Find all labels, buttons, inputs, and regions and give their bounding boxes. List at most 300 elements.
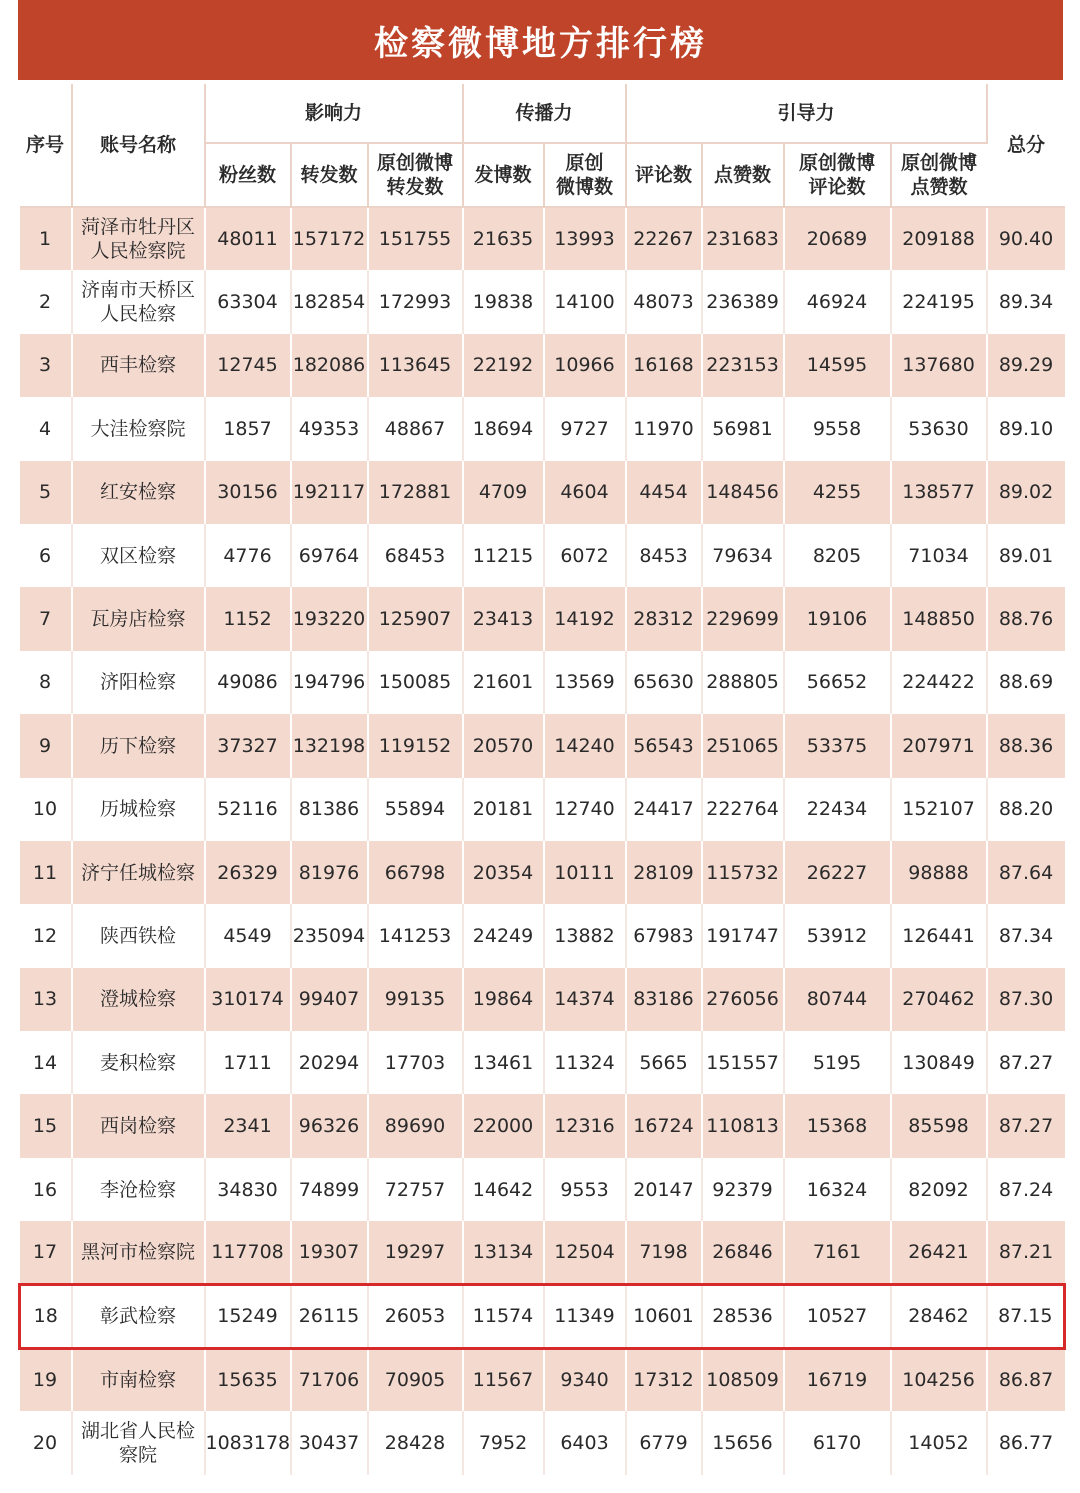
cell-total: 88.76	[987, 587, 1065, 650]
account-name-line: 红安检察	[99, 481, 176, 504]
header-fans: 粉丝数	[205, 143, 291, 207]
account-name-line: 麦积检察	[99, 1051, 176, 1074]
cell-comments: 48073	[626, 270, 702, 333]
cell-orig-likes: 82092	[891, 1158, 987, 1221]
table-row	[20, 1158, 1065, 1221]
cell-fans: 310174	[205, 968, 291, 1031]
cell-comments: 83186	[626, 968, 702, 1031]
cell-rank: 18	[20, 1285, 72, 1348]
cell-reposts: 81386	[291, 778, 368, 841]
table-row	[20, 1031, 1065, 1094]
cell-comments: 16724	[626, 1094, 702, 1157]
cell-likes: 26846	[702, 1221, 784, 1284]
cell-reposts: 132198	[291, 714, 368, 777]
cell-account-name	[72, 651, 205, 714]
table-row	[20, 1221, 1065, 1284]
cell-orig-posts: 6072	[544, 524, 626, 587]
table-row	[20, 1094, 1065, 1157]
cell-reposts: 30437	[291, 1411, 368, 1474]
cell-reposts: 157172	[291, 207, 368, 270]
cell-orig-posts: 14100	[544, 270, 626, 333]
cell-orig-posts: 4604	[544, 461, 626, 524]
account-name-line: 历下检察	[99, 734, 176, 757]
header-orig-likes	[891, 143, 987, 207]
cell-reposts: 192117	[291, 461, 368, 524]
header-guidance: 引导力	[626, 84, 987, 143]
cell-rank: 16	[20, 1158, 72, 1221]
cell-reposts: 19307	[291, 1221, 368, 1284]
cell-likes: 151557	[702, 1031, 784, 1094]
account-name-line: 西岗检察	[99, 1115, 176, 1138]
cell-account-name	[72, 714, 205, 777]
cell-posts: 13461	[463, 1031, 544, 1094]
cell-likes: 110813	[702, 1094, 784, 1157]
cell-orig-posts: 11349	[544, 1285, 626, 1348]
cell-orig-posts: 13882	[544, 904, 626, 967]
cell-orig-comments: 53375	[784, 714, 891, 777]
cell-posts: 14642	[463, 1158, 544, 1221]
cell-orig-likes: 209188	[891, 207, 987, 270]
cell-orig-reposts: 19297	[368, 1221, 463, 1284]
account-name-line: 双区检察	[99, 544, 176, 567]
cell-orig-reposts: 89690	[368, 1094, 463, 1157]
header-likes: 点赞数	[702, 143, 784, 207]
cell-orig-posts: 11324	[544, 1031, 626, 1094]
cell-comments: 22267	[626, 207, 702, 270]
cell-total: 89.01	[987, 524, 1065, 587]
cell-reposts: 182086	[291, 334, 368, 397]
cell-fans: 4549	[205, 904, 291, 967]
cell-orig-reposts: 113645	[368, 334, 463, 397]
header-total: 总分	[987, 84, 1065, 207]
table-row	[20, 524, 1065, 587]
cell-orig-likes: 224422	[891, 651, 987, 714]
cell-rank: 9	[20, 714, 72, 777]
cell-orig-reposts: 151755	[368, 207, 463, 270]
header-orig-comments	[784, 143, 891, 207]
cell-orig-posts: 9553	[544, 1158, 626, 1221]
cell-likes: 236389	[702, 270, 784, 333]
cell-rank: 12	[20, 904, 72, 967]
cell-orig-likes: 53630	[891, 397, 987, 460]
cell-rank: 15	[20, 1094, 72, 1157]
cell-posts: 4709	[463, 461, 544, 524]
cell-total: 88.20	[987, 778, 1065, 841]
cell-total: 89.34	[987, 270, 1065, 333]
cell-likes: 223153	[702, 334, 784, 397]
cell-fans: 26329	[205, 841, 291, 904]
account-name-line: 澄城检察	[99, 988, 176, 1011]
table-header	[20, 84, 1065, 207]
cell-orig-posts: 12316	[544, 1094, 626, 1157]
cell-orig-comments: 22434	[784, 778, 891, 841]
table-row	[20, 207, 1065, 270]
cell-orig-comments: 5195	[784, 1031, 891, 1094]
cell-posts: 11215	[463, 524, 544, 587]
cell-orig-posts: 13569	[544, 651, 626, 714]
cell-likes: 222764	[702, 778, 784, 841]
cell-orig-likes: 138577	[891, 461, 987, 524]
cell-account-name	[72, 587, 205, 650]
cell-rank: 14	[20, 1031, 72, 1094]
cell-orig-likes: 98888	[891, 841, 987, 904]
cell-orig-posts: 9727	[544, 397, 626, 460]
cell-orig-posts: 14374	[544, 968, 626, 1031]
cell-fans: 30156	[205, 461, 291, 524]
cell-rank: 4	[20, 397, 72, 460]
cell-account-name	[72, 461, 205, 524]
cell-likes: 28536	[702, 1285, 784, 1348]
cell-likes: 148456	[702, 461, 784, 524]
cell-fans: 49086	[205, 651, 291, 714]
cell-fans: 117708	[205, 1221, 291, 1284]
header-orig-comments-line1: 原创微博	[799, 152, 876, 174]
cell-total: 87.34	[987, 904, 1065, 967]
cell-total: 87.27	[987, 1094, 1065, 1157]
cell-orig-posts: 6403	[544, 1411, 626, 1474]
cell-total: 89.10	[987, 397, 1065, 460]
cell-orig-likes: 71034	[891, 524, 987, 587]
cell-reposts: 99407	[291, 968, 368, 1031]
header-comments: 评论数	[626, 143, 702, 207]
cell-fans: 1857	[205, 397, 291, 460]
cell-posts: 18694	[463, 397, 544, 460]
header-orig-posts-line1: 原创	[565, 152, 604, 174]
header-influence: 影响力	[205, 84, 463, 143]
cell-orig-posts: 13993	[544, 207, 626, 270]
cell-fans: 52116	[205, 778, 291, 841]
account-name-line: 李沧检察	[99, 1178, 176, 1201]
cell-account-name	[72, 270, 205, 333]
cell-total: 87.30	[987, 968, 1065, 1031]
table-row	[20, 1348, 1065, 1411]
cell-orig-reposts: 17703	[368, 1031, 463, 1094]
account-name-line: 济宁任城检察	[80, 861, 195, 884]
cell-account-name	[72, 397, 205, 460]
cell-rank: 20	[20, 1411, 72, 1474]
cell-account-name	[72, 207, 205, 270]
cell-likes: 276056	[702, 968, 784, 1031]
cell-orig-comments: 80744	[784, 968, 891, 1031]
header-orig-reposts-line1: 原创微博	[376, 152, 453, 174]
cell-account-name	[72, 1158, 205, 1221]
cell-reposts: 20294	[291, 1031, 368, 1094]
cell-comments: 28312	[626, 587, 702, 650]
cell-comments: 67983	[626, 904, 702, 967]
cell-account-name	[72, 1031, 205, 1094]
cell-reposts: 81976	[291, 841, 368, 904]
cell-comments: 10601	[626, 1285, 702, 1348]
cell-account-name	[72, 968, 205, 1031]
cell-orig-reposts: 70905	[368, 1348, 463, 1411]
cell-likes: 251065	[702, 714, 784, 777]
cell-orig-comments: 4255	[784, 461, 891, 524]
cell-orig-reposts: 141253	[368, 904, 463, 967]
cell-comments: 7198	[626, 1221, 702, 1284]
cell-posts: 19838	[463, 270, 544, 333]
cell-rank: 17	[20, 1221, 72, 1284]
account-name-line: 菏泽市牡丹区	[80, 216, 195, 239]
cell-rank: 10	[20, 778, 72, 841]
cell-posts: 20354	[463, 841, 544, 904]
cell-comments: 24417	[626, 778, 702, 841]
header-orig-reposts-line2: 转发数	[386, 176, 444, 198]
cell-orig-likes: 26421	[891, 1221, 987, 1284]
table-body	[20, 207, 1065, 1475]
cell-posts: 24249	[463, 904, 544, 967]
cell-account-name	[72, 1221, 205, 1284]
cell-orig-comments: 16719	[784, 1348, 891, 1411]
cell-posts: 21601	[463, 651, 544, 714]
cell-fans: 1711	[205, 1031, 291, 1094]
ranking-table	[18, 84, 1066, 1475]
cell-fans: 63304	[205, 270, 291, 333]
account-name-line: 人民检察院	[90, 240, 186, 263]
cell-account-name	[72, 778, 205, 841]
cell-reposts: 26115	[291, 1285, 368, 1348]
cell-account-name	[72, 334, 205, 397]
cell-orig-reposts: 72757	[368, 1158, 463, 1221]
cell-reposts: 49353	[291, 397, 368, 460]
table-row	[20, 904, 1065, 967]
table-row	[20, 1411, 1065, 1474]
cell-total: 87.64	[987, 841, 1065, 904]
cell-posts: 20181	[463, 778, 544, 841]
header-posts: 发博数	[463, 143, 544, 207]
cell-comments: 65630	[626, 651, 702, 714]
cell-fans: 4776	[205, 524, 291, 587]
cell-account-name	[72, 1411, 205, 1474]
header-orig-comments-line2: 评论数	[808, 176, 866, 198]
cell-orig-comments: 56652	[784, 651, 891, 714]
cell-orig-posts: 10966	[544, 334, 626, 397]
cell-posts: 23413	[463, 587, 544, 650]
table-row	[20, 651, 1065, 714]
cell-orig-likes: 207971	[891, 714, 987, 777]
cell-rank: 1	[20, 207, 72, 270]
cell-orig-reposts: 172993	[368, 270, 463, 333]
cell-posts: 11574	[463, 1285, 544, 1348]
cell-orig-reposts: 68453	[368, 524, 463, 587]
cell-account-name	[72, 524, 205, 587]
cell-orig-posts: 12740	[544, 778, 626, 841]
cell-rank: 5	[20, 461, 72, 524]
cell-likes: 79634	[702, 524, 784, 587]
cell-orig-likes: 270462	[891, 968, 987, 1031]
cell-total: 87.27	[987, 1031, 1065, 1094]
account-name-line: 黑河市检察院	[80, 1241, 195, 1264]
cell-reposts: 194796	[291, 651, 368, 714]
account-name-line: 陕西铁检	[99, 924, 176, 947]
cell-orig-likes: 137680	[891, 334, 987, 397]
cell-orig-reposts: 125907	[368, 587, 463, 650]
cell-rank: 11	[20, 841, 72, 904]
header-spread: 传播力	[463, 84, 626, 143]
cell-orig-comments: 19106	[784, 587, 891, 650]
cell-orig-comments: 6170	[784, 1411, 891, 1474]
cell-likes: 288805	[702, 651, 784, 714]
table-row	[20, 1285, 1065, 1348]
cell-account-name	[72, 1094, 205, 1157]
header-account: 账号名称	[72, 84, 205, 207]
cell-fans: 2341	[205, 1094, 291, 1157]
cell-total: 87.24	[987, 1158, 1065, 1221]
cell-likes: 15656	[702, 1411, 784, 1474]
account-name-line: 人民检察	[99, 303, 176, 326]
cell-rank: 7	[20, 587, 72, 650]
cell-orig-comments: 46924	[784, 270, 891, 333]
cell-fans: 15249	[205, 1285, 291, 1348]
cell-likes: 191747	[702, 904, 784, 967]
cell-orig-comments: 10527	[784, 1285, 891, 1348]
cell-reposts: 235094	[291, 904, 368, 967]
table-row	[20, 334, 1065, 397]
cell-orig-reposts: 66798	[368, 841, 463, 904]
cell-total: 88.36	[987, 714, 1065, 777]
cell-comments: 16168	[626, 334, 702, 397]
cell-orig-likes: 148850	[891, 587, 987, 650]
cell-fans: 1152	[205, 587, 291, 650]
cell-orig-likes: 28462	[891, 1285, 987, 1348]
cell-orig-reposts: 119152	[368, 714, 463, 777]
header-orig-likes-line1: 原创微博	[901, 152, 978, 174]
cell-orig-posts: 12504	[544, 1221, 626, 1284]
cell-comments: 6779	[626, 1411, 702, 1474]
cell-posts: 7952	[463, 1411, 544, 1474]
cell-rank: 3	[20, 334, 72, 397]
cell-orig-likes: 104256	[891, 1348, 987, 1411]
cell-rank: 6	[20, 524, 72, 587]
cell-orig-comments: 14595	[784, 334, 891, 397]
cell-reposts: 71706	[291, 1348, 368, 1411]
cell-orig-comments: 26227	[784, 841, 891, 904]
header-orig-reposts	[368, 143, 463, 207]
cell-likes: 115732	[702, 841, 784, 904]
cell-fans: 15635	[205, 1348, 291, 1411]
cell-reposts: 96326	[291, 1094, 368, 1157]
cell-orig-reposts: 150085	[368, 651, 463, 714]
cell-reposts: 74899	[291, 1158, 368, 1221]
table-row	[20, 778, 1065, 841]
cell-orig-comments: 7161	[784, 1221, 891, 1284]
cell-orig-likes: 152107	[891, 778, 987, 841]
cell-rank: 19	[20, 1348, 72, 1411]
ranking-table-container	[18, 84, 1063, 1475]
cell-orig-posts: 14192	[544, 587, 626, 650]
cell-comments: 56543	[626, 714, 702, 777]
cell-posts: 19864	[463, 968, 544, 1031]
cell-comments: 17312	[626, 1348, 702, 1411]
cell-account-name	[72, 841, 205, 904]
cell-orig-reposts: 55894	[368, 778, 463, 841]
cell-posts: 22192	[463, 334, 544, 397]
cell-orig-likes: 224195	[891, 270, 987, 333]
cell-orig-reposts: 26053	[368, 1285, 463, 1348]
cell-orig-posts: 10111	[544, 841, 626, 904]
cell-fans: 37327	[205, 714, 291, 777]
cell-total: 89.02	[987, 461, 1065, 524]
cell-orig-posts: 9340	[544, 1348, 626, 1411]
cell-total: 86.77	[987, 1411, 1065, 1474]
account-name-line: 察院	[118, 1444, 157, 1467]
cell-fans: 1083178	[205, 1411, 291, 1474]
cell-likes: 108509	[702, 1348, 784, 1411]
cell-posts: 21635	[463, 207, 544, 270]
account-name-line: 西丰检察	[99, 354, 176, 377]
cell-orig-comments: 15368	[784, 1094, 891, 1157]
cell-likes: 92379	[702, 1158, 784, 1221]
account-name-line: 湖北省人民检	[80, 1420, 195, 1443]
table-row	[20, 587, 1065, 650]
cell-orig-comments: 53912	[784, 904, 891, 967]
account-name-line: 彰武检察	[99, 1305, 176, 1328]
cell-total: 90.40	[987, 207, 1065, 270]
cell-fans: 12745	[205, 334, 291, 397]
cell-posts: 11567	[463, 1348, 544, 1411]
table-row	[20, 461, 1065, 524]
account-name-line: 历城检察	[99, 798, 176, 821]
cell-orig-posts: 14240	[544, 714, 626, 777]
cell-reposts: 193220	[291, 587, 368, 650]
cell-orig-likes: 130849	[891, 1031, 987, 1094]
table-row	[20, 841, 1065, 904]
cell-account-name	[72, 1285, 205, 1348]
cell-account-name	[72, 1348, 205, 1411]
table-row	[20, 968, 1065, 1031]
cell-total: 87.15	[987, 1285, 1065, 1348]
header-reposts: 转发数	[291, 143, 368, 207]
cell-fans: 34830	[205, 1158, 291, 1221]
account-name-line: 大洼检察院	[90, 417, 186, 440]
cell-likes: 56981	[702, 397, 784, 460]
table-row	[20, 714, 1065, 777]
cell-comments: 11970	[626, 397, 702, 460]
account-name-line: 济阳检察	[99, 671, 176, 694]
header-orig-posts-line2: 微博数	[556, 176, 614, 198]
cell-rank: 13	[20, 968, 72, 1031]
cell-total: 89.29	[987, 334, 1065, 397]
cell-fans: 48011	[205, 207, 291, 270]
account-name-line: 瓦房店检察	[90, 608, 186, 631]
cell-orig-reposts: 48867	[368, 397, 463, 460]
cell-comments: 8453	[626, 524, 702, 587]
cell-comments: 5665	[626, 1031, 702, 1094]
cell-posts: 20570	[463, 714, 544, 777]
cell-orig-comments: 9558	[784, 397, 891, 460]
cell-likes: 229699	[702, 587, 784, 650]
header-orig-posts	[544, 143, 626, 207]
cell-reposts: 182854	[291, 270, 368, 333]
page-title: 检察微博地方排行榜	[18, 0, 1063, 80]
cell-account-name	[72, 904, 205, 967]
cell-comments: 28109	[626, 841, 702, 904]
header-orig-likes-line2: 点赞数	[910, 176, 968, 198]
cell-orig-reposts: 172881	[368, 461, 463, 524]
cell-rank: 8	[20, 651, 72, 714]
table-row	[20, 397, 1065, 460]
cell-orig-reposts: 99135	[368, 968, 463, 1031]
cell-posts: 13134	[463, 1221, 544, 1284]
cell-reposts: 69764	[291, 524, 368, 587]
cell-orig-comments: 16324	[784, 1158, 891, 1221]
header-rank: 序号	[20, 84, 72, 207]
account-name-line: 济南市天桥区	[80, 279, 195, 302]
cell-orig-comments: 8205	[784, 524, 891, 587]
cell-orig-comments: 20689	[784, 207, 891, 270]
cell-posts: 22000	[463, 1094, 544, 1157]
table-row	[20, 270, 1065, 333]
cell-rank: 2	[20, 270, 72, 333]
